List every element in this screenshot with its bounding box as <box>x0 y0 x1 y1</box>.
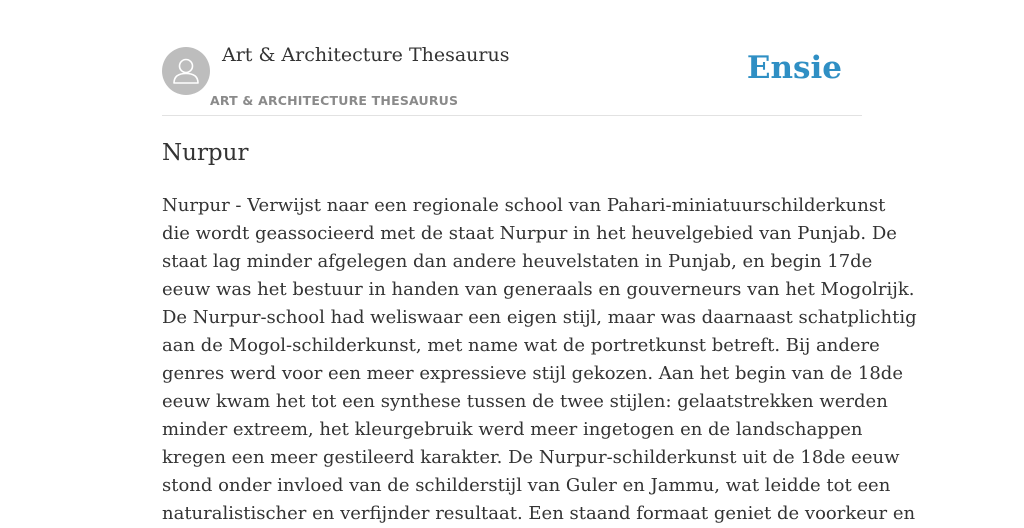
definition-line: genres werd voor een meer expressieve stijl gekozen. Aan het begin van de 18de <box>162 363 903 384</box>
header <box>162 0 862 116</box>
definition-line: die wordt geassocieerd met de staat Nurpur in het heuvelgebied van Punjab. De <box>162 223 897 244</box>
definition-line: naturalistischer en verfijnder resultaat. Een staand formaat geniet de voorkeur en <box>162 503 916 524</box>
source-subtitle: ART & ARCHITECTURE THESAURUS <box>210 93 459 108</box>
definition-line: aan de Mogol-schilderkunst, met name wat de portretkunst betreft. Bij andere <box>162 335 880 356</box>
definition-line: eeuw kwam het tot een synthese tussen de twee stijlen: gelaatstrekken werden <box>162 391 888 412</box>
page <box>162 0 917 524</box>
definition-line: minder extreem, het kleurgebruik werd meer ingetogen en de landschappen <box>162 419 863 440</box>
definition-line: De Nurpur-school had weliswaar een eigen stijl, maar was daarnaast schatplichtig <box>162 307 917 328</box>
definition-line: staat lag minder afgelegen dan andere heuvelstaten in Punjab, en begin 17de <box>162 251 873 272</box>
definition-line: kregen een meer gestileerd karakter. De Nurpur-schilderkunst uit de 18de eeuw <box>162 447 900 468</box>
definition-line: eeuw was het bestuur in handen van generaals en gouverneurs van het Mogolrijk. <box>162 279 915 300</box>
definition-text <box>162 192 917 528</box>
source-title[interactable]: Art & Architecture Thesaurus <box>222 44 510 66</box>
definition-line: Nurpur - Verwijst naar een regionale school van Pahari-miniatuurschilderkunst <box>162 195 886 216</box>
person-placeholder-icon[interactable] <box>162 47 210 95</box>
definition-line: stond onder invloed van de schilderstijl van Guler en Jammu, wat leidde tot een <box>162 475 891 496</box>
brand-logo[interactable]: Ensie <box>746 50 842 86</box>
page-title: Nurpur <box>162 140 249 166</box>
